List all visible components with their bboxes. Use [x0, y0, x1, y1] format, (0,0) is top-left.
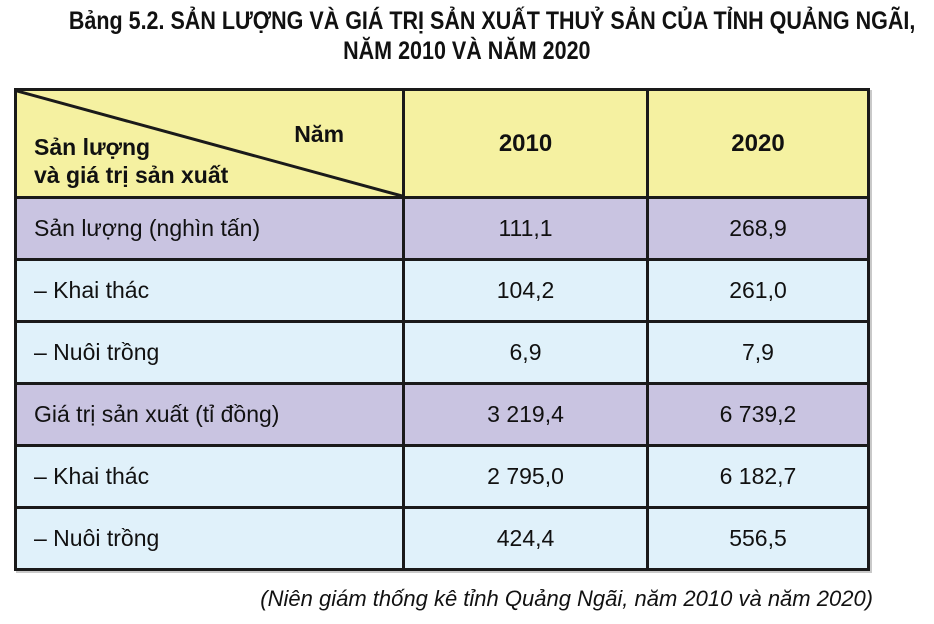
cell-value-2010: 3 219,4	[402, 382, 646, 444]
row-label: – Nuôi trồng	[17, 320, 402, 382]
corner-row-label-line-1: Sản lượng	[34, 134, 151, 160]
row-label: – Nuôi trồng	[17, 506, 402, 568]
cell-value-2010: 111,1	[402, 196, 646, 258]
cell-value-2020: 6 739,2	[646, 382, 867, 444]
col-header-2020: 2020	[646, 91, 867, 196]
corner-cell	[17, 91, 402, 196]
corner-row-label-line-2: và giá trị sản xuất	[34, 162, 229, 188]
row-label: Giá trị sản xuất (tỉ đồng)	[17, 382, 402, 444]
cell-value-2020: 261,0	[646, 258, 867, 320]
corner-year-label: Năm	[294, 121, 345, 147]
corner-row-label	[34, 133, 228, 189]
cell-value-2020: 6 182,7	[646, 444, 867, 506]
row-label: Sản lượng (nghìn tấn)	[17, 196, 402, 258]
cell-value-2020: 7,9	[646, 320, 867, 382]
cell-value-2010: 424,4	[402, 506, 646, 568]
source-note: (Niên giám thống kê tỉnh Quảng Ngãi, năm 2010 và năm 2020)	[260, 586, 873, 611]
row-label: – Khai thác	[17, 258, 402, 320]
cell-value-2020: 556,5	[646, 506, 867, 568]
table-title	[0, 6, 934, 66]
cell-value-2010: 104,2	[402, 258, 646, 320]
data-table	[14, 88, 870, 571]
title-line-2: NĂM 2010 VÀ NĂM 2020	[343, 37, 591, 65]
title-line-1: Bảng 5.2. SẢN LƯỢNG VÀ GIÁ TRỊ SẢN XUẤT THUỶ SẢN CỦA TỈNH QUẢNG NGÃI,	[68, 7, 916, 35]
row-label: – Khai thác	[17, 444, 402, 506]
cell-value-2010: 2 795,0	[402, 444, 646, 506]
cell-value-2010: 6,9	[402, 320, 646, 382]
cell-value-2020: 268,9	[646, 196, 867, 258]
col-header-2010: 2010	[402, 91, 646, 196]
